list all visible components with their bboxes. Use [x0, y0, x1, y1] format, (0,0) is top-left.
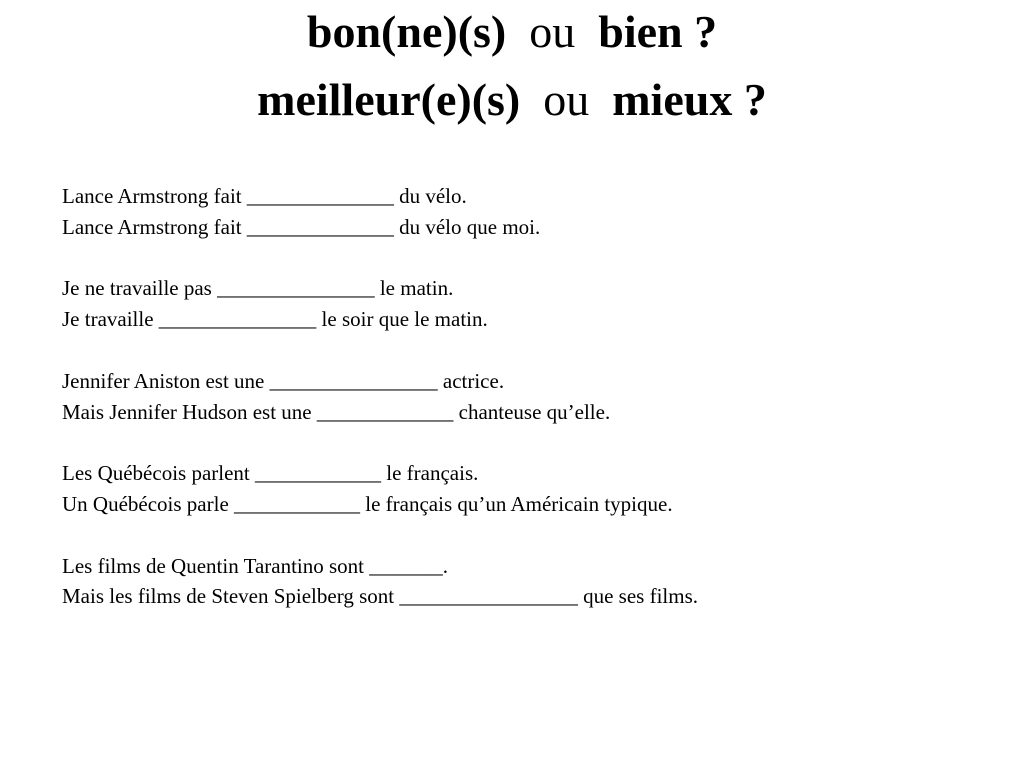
title-line-2 [0, 75, 1024, 125]
exercise-sentence: Mais Jennifer Hudson est une _____________ chanteuse qu’elle. [62, 399, 611, 424]
title-conjunction-ou: ou [543, 74, 590, 125]
exercise-sentence: Un Québécois parle ____________ le français qu’un Américain typique. [62, 491, 673, 516]
title-word-mieux: mieux ? [612, 74, 767, 125]
exercise-sentence: Lance Armstrong fait ______________ du vélo. [62, 184, 467, 208]
title-word-meilleur: meilleur(e)(s) [257, 74, 521, 125]
exercise-sentence: Je travaille _______________ le soir que le matin. [62, 307, 488, 332]
exercise-sentence: Les films de Quentin Tarantino sont _______. [62, 553, 449, 578]
exercise-sentence: Jennifer Aniston est une ________________ actrice. [62, 368, 505, 393]
title-line-1 [0, 7, 1024, 57]
exercise-group-3 [62, 366, 1002, 428]
title-conjunction-ou: ou [529, 6, 576, 57]
exercise-sentence: Mais les films de Steven Spielberg sont _________________ que ses films. [62, 584, 698, 609]
exercise-sentence: Lance Armstrong fait ______________ du vélo que moi. [62, 214, 541, 239]
exercise-group-1 [62, 181, 1002, 243]
exercise-list [62, 181, 1002, 612]
exercise-group-5 [62, 551, 1002, 613]
exercise-group-4 [62, 458, 1002, 520]
exercise-group-2 [62, 273, 1002, 335]
exercise-sentence: Je ne travaille pas _______________ le matin. [62, 276, 454, 301]
title-word-bon: bon(ne)(s) [306, 6, 507, 57]
title-word-bien: bien ? [598, 6, 718, 57]
exercise-sentence: Les Québécois parlent ____________ le français. [62, 461, 479, 486]
